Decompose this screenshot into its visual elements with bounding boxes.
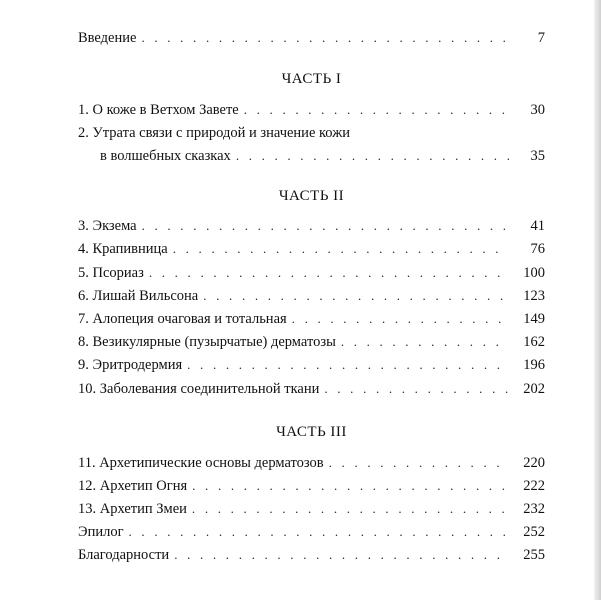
toc-entry-7[interactable]	[78, 308, 545, 328]
toc-entry-page: 41	[530, 218, 545, 234]
dot-leader	[329, 454, 509, 472]
toc-entry-12[interactable]	[78, 475, 545, 495]
toc-entry-page: 100	[523, 265, 545, 281]
toc-entry-title: 10. Заболевания соединительной ткани	[78, 381, 320, 397]
toc-entry-title: 7. Алопеция очаговая и тотальная	[78, 311, 287, 327]
dot-leader	[244, 101, 509, 119]
toc-entry-6[interactable]	[78, 285, 545, 305]
dot-leader	[203, 287, 509, 305]
part-heading-1: ЧАСТЬ I	[281, 71, 342, 87]
dot-leader	[141, 29, 509, 47]
part-heading-2: ЧАСТЬ II	[278, 188, 345, 204]
dot-leader	[149, 264, 509, 282]
toc-entry-thanks[interactable]	[78, 544, 545, 564]
toc-entry-2-line2[interactable]	[78, 145, 545, 165]
toc-entry-page: 30	[530, 102, 545, 118]
toc-entry-page: 255	[523, 547, 545, 563]
dot-leader	[324, 380, 509, 398]
toc-entry-title: 5. Псориаз	[78, 265, 144, 281]
toc-entry-title: 11. Архетипические основы дерматозов	[78, 455, 324, 471]
toc-entry-title: 13. Архетип Змеи	[78, 501, 187, 517]
toc-entry-title: 8. Везикулярные (пузырчатые) дерматозы	[78, 334, 336, 350]
toc-entry-epilogue[interactable]	[78, 521, 545, 541]
dot-leader	[129, 523, 509, 541]
dot-leader	[142, 217, 509, 235]
toc-entry-11[interactable]	[78, 452, 545, 472]
toc-entry-title: 2. Утрата связи с природой и значение кожи	[78, 125, 350, 141]
part-heading-3: ЧАСТЬ III	[276, 424, 347, 440]
toc-entry-title: Эпилог	[78, 524, 124, 540]
toc-entry-10[interactable]	[78, 378, 545, 398]
toc-entry-page: 76	[530, 241, 545, 257]
toc-entry-4[interactable]	[78, 238, 545, 258]
toc-entry-page: 252	[523, 524, 545, 540]
toc-entry-9[interactable]	[78, 354, 545, 374]
toc-entry-title: 4. Крапивница	[78, 241, 168, 257]
toc-entry-title-continued: в волшебных сказках	[100, 148, 231, 164]
dot-leader	[187, 356, 509, 374]
toc-entry-2-line1[interactable]	[78, 122, 545, 142]
toc-entry-3[interactable]	[78, 215, 545, 235]
toc-entry-title: Благодарности	[78, 547, 170, 563]
dot-leader	[292, 310, 509, 328]
dot-leader	[192, 477, 509, 495]
dot-leader	[192, 500, 509, 518]
toc-entry-page: 202	[523, 381, 545, 397]
toc-entry-page: 123	[523, 288, 545, 304]
toc-entry-13[interactable]	[78, 498, 545, 518]
toc-entry-title: Введение	[78, 30, 137, 46]
dot-leader	[236, 147, 509, 165]
toc-entry-page: 149	[523, 311, 545, 327]
toc-entry-page: 196	[523, 357, 545, 373]
dot-leader	[173, 240, 509, 258]
toc-entry-1[interactable]	[78, 99, 545, 119]
toc-entry-5[interactable]	[78, 262, 545, 282]
toc-entry-title: 12. Архетип Огня	[78, 478, 188, 494]
dot-leader	[174, 546, 509, 564]
toc-entry-page: 7	[537, 30, 545, 46]
toc-entry-title: 3. Экзема	[78, 218, 137, 234]
toc-entry-title: 9. Эритродермия	[78, 357, 183, 373]
toc-entry-title: 6. Лишай Вильсона	[78, 288, 199, 304]
toc-entry-8[interactable]	[78, 331, 545, 351]
dot-leader	[341, 333, 509, 351]
toc-entry-page: 220	[523, 455, 545, 471]
toc-entry-page: 232	[523, 501, 545, 517]
toc-entry-page: 222	[523, 478, 545, 494]
toc-entry-title: 1. О коже в Ветхом Завете	[78, 102, 239, 118]
toc-entry-page: 35	[530, 148, 545, 164]
toc-entry-page: 162	[523, 334, 545, 350]
toc-entry-intro[interactable]	[78, 27, 545, 47]
page-edge-shadow	[594, 0, 601, 600]
